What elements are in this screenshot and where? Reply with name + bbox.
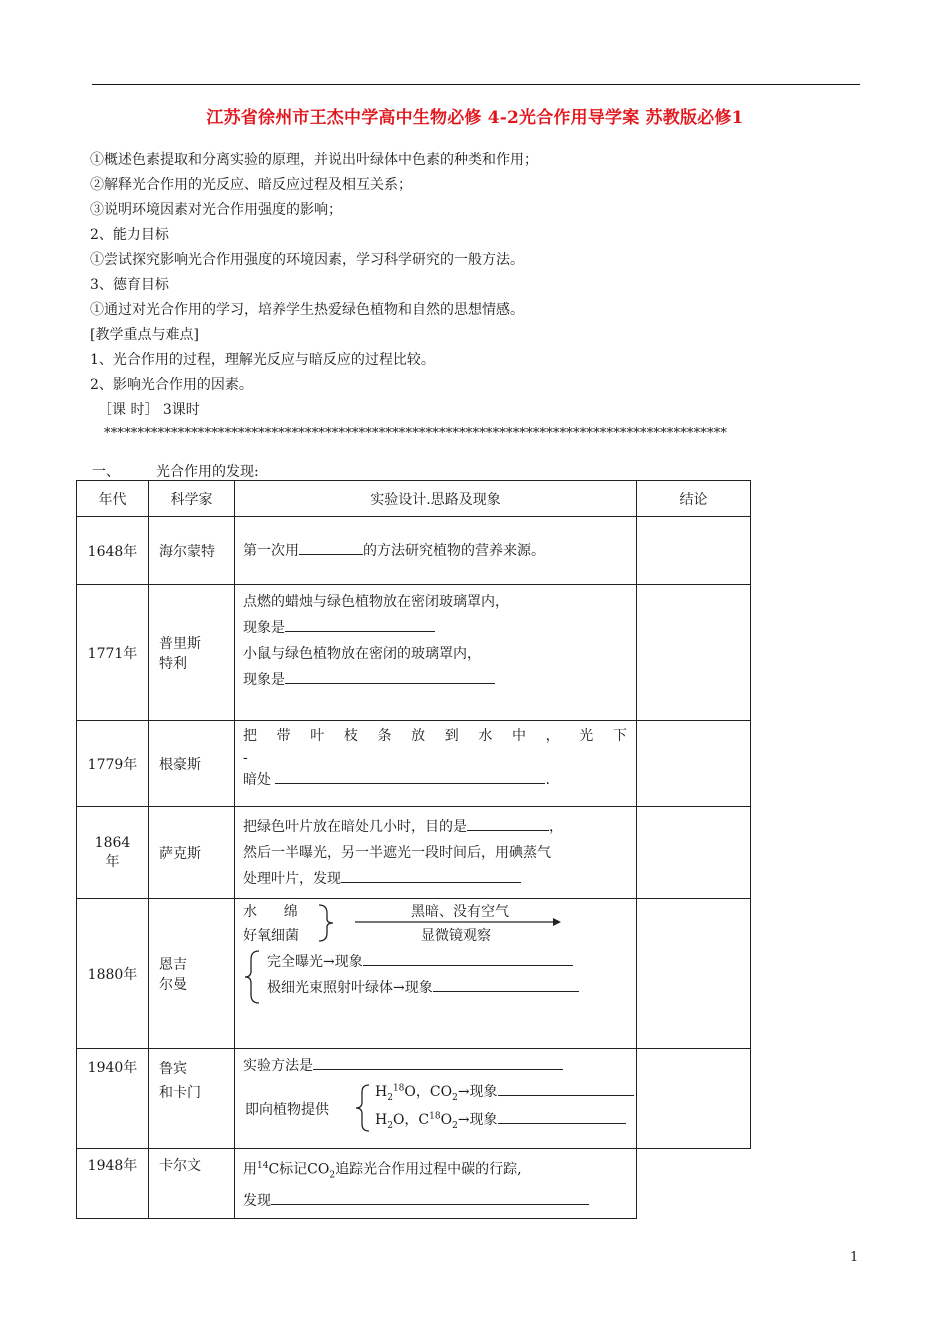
row-experiment: 把 带 叶 枝 条 放 到 水 中 ， 光 下 - 暗处 . <box>235 721 637 807</box>
table-row <box>77 517 751 585</box>
brace-icon <box>315 903 339 943</box>
fill-blank[interactable] <box>498 1109 626 1124</box>
fill-blank[interactable] <box>275 769 545 784</box>
row-scientist: 鲁宾 和卡门 <box>149 1049 235 1149</box>
document-title: 江苏省徐州市王杰中学高中生物必修 4-2光合作用导学案 苏教版必修1 <box>206 108 744 128</box>
page-number: 1 <box>850 1250 859 1265</box>
row-conclusion[interactable] <box>637 517 751 585</box>
table-row <box>77 807 751 899</box>
fill-blank[interactable] <box>313 1055 563 1070</box>
row-experiment: 实验方法是 即向植物提供 $H_2^{18}O$，$CO_2\to$现象 $H_2O$，$C^{18}O_2\to$现象 <box>235 1049 637 1149</box>
row-experiment: 点燃的蜡烛与绿色植物放在密闭玻璃罩内， 现象是 小鼠与绿色植物放在密闭的玻璃罩内， 现象是 <box>235 585 637 721</box>
row-conclusion <box>637 1149 751 1219</box>
row-year: 1880年 <box>77 899 149 1049</box>
table-row <box>77 585 751 721</box>
keypoint-2: 2、影响光合作用的因素。 <box>90 377 253 393</box>
row-year: 1648年 <box>77 517 149 585</box>
row-experiment: 第一次用 的方法研究植物的营养来源。 <box>235 517 637 585</box>
row-experiment: 用$^{14}$C标记$CO_2$追踪光合作用过程中碳的行踪, 发现 <box>235 1149 637 1219</box>
section-heading <box>92 461 259 481</box>
row-experiment: 把绿色叶片放在暗处几小时，目的是 ， 然后一半曝光，另一半遮光一段时间后，用碘蒸气 处理叶片，发现 <box>235 807 637 899</box>
fill-blank[interactable] <box>285 669 495 684</box>
fill-blank[interactable] <box>271 1190 589 1205</box>
brace-left-icon <box>241 949 263 1005</box>
row-scientist: 普里斯 特利 <box>149 585 235 721</box>
header-conclusion: 结论 <box>637 481 751 517</box>
row-scientist: 恩吉 尔曼 <box>149 899 235 1049</box>
row-scientist: 海尔蒙特 <box>149 517 235 585</box>
keypoint-1: 1、光合作用的过程，理解光反应与暗反应的过程比较。 <box>90 352 435 368</box>
row-year: 1948年 <box>77 1149 149 1219</box>
row-scientist: 萨克斯 <box>149 807 235 899</box>
fill-blank[interactable] <box>299 540 363 555</box>
keypoints-heading: [教学重点与难点] <box>90 327 199 343</box>
brace-left-icon <box>353 1083 373 1133</box>
row-conclusion[interactable] <box>637 807 751 899</box>
objective-3: ③说明环境因素对光合作用强度的影响； <box>90 202 342 218</box>
row-scientist: 卡尔文 <box>149 1149 235 1219</box>
row-year: 1940年 <box>77 1049 149 1149</box>
discovery-table <box>76 480 751 1219</box>
table-row <box>77 721 751 807</box>
lesson-hours: ［课 时］ 3课时 <box>98 402 200 418</box>
row-experiment: 水 绵 好氧细菌 黑暗、没有空气 显微镜观察 完全曝光→现象 极细光束照射叶绿体→现象 <box>235 899 637 1049</box>
header-scientist: 科学家 <box>149 481 235 517</box>
ability-1: ①尝试探究影响光合作用强度的环境因素，学习科学研究的一般方法。 <box>90 252 524 268</box>
header-rule <box>92 84 860 85</box>
fill-blank[interactable] <box>433 977 579 992</box>
row-conclusion[interactable] <box>637 721 751 807</box>
moral-1: ①通过对光合作用的学习，培养学生热爱绿色植物和自然的思想情感。 <box>90 302 524 318</box>
table-row <box>77 899 751 1049</box>
row-year: 1779年 <box>77 721 149 807</box>
fill-blank[interactable] <box>363 951 573 966</box>
table-header-row <box>77 481 751 517</box>
row-conclusion[interactable] <box>637 899 751 1049</box>
header-experiment: 实验设计.思路及现象 <box>235 481 637 517</box>
row-year: 1771年 <box>77 585 149 721</box>
table-row <box>77 1049 751 1149</box>
objective-1: ①概述色素提取和分离实验的原理，并说出叶绿体中色素的种类和作用； <box>90 152 538 168</box>
fill-blank[interactable] <box>467 816 549 831</box>
row-year: 1864 年 <box>77 807 149 899</box>
row-conclusion[interactable] <box>637 1049 751 1149</box>
divider-stars: ********************************************************************************************* <box>104 426 728 441</box>
header-year: 年代 <box>77 481 149 517</box>
row-conclusion[interactable] <box>637 585 751 721</box>
fill-blank[interactable] <box>285 617 435 632</box>
row-scientist: 根豪斯 <box>149 721 235 807</box>
table-row <box>77 1149 751 1219</box>
section-number: 一、 <box>92 464 120 480</box>
fill-blank[interactable] <box>341 868 521 883</box>
ability-heading: 2、能力目标 <box>90 227 169 243</box>
spread-line: 把 带 叶 枝 条 放 到 水 中 ， 光 下 <box>243 728 627 744</box>
fill-blank[interactable] <box>498 1081 634 1096</box>
section-title: 光合作用的发现: <box>156 464 259 480</box>
moral-heading: 3、德育目标 <box>90 277 169 293</box>
objective-2: ②解释光合作用的光反应、暗反应过程及相互关系； <box>90 177 412 193</box>
